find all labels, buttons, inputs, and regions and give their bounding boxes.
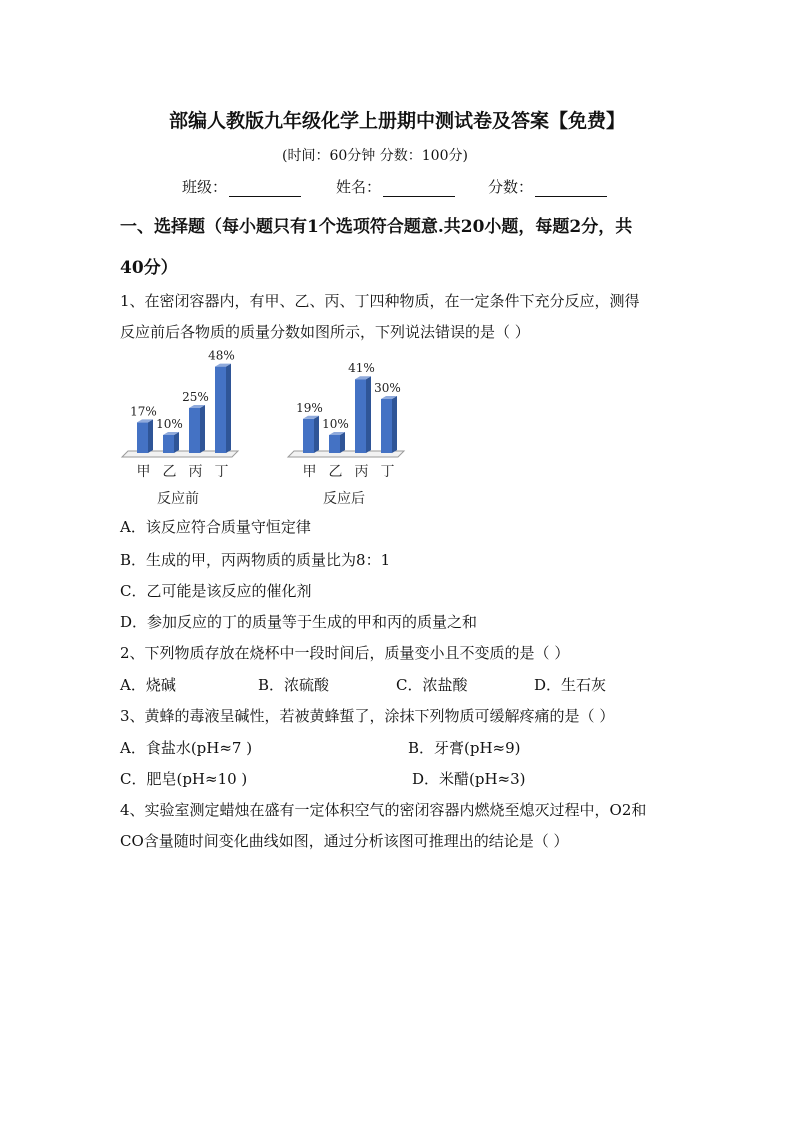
chart-bar: [189, 405, 205, 453]
page-title: 部编人教版九年级化学上册期中测试卷及答案【免费】: [168, 110, 625, 132]
bar-front: [329, 435, 340, 453]
category-label: 丙: [354, 464, 369, 480]
bar-side: [340, 432, 345, 453]
category-label: 乙: [162, 464, 177, 480]
bar-side: [226, 364, 231, 453]
bar-side: [314, 416, 319, 453]
chart-bar: [137, 419, 153, 453]
q3-option-b[interactable]: B．牙膏(pH≈9): [408, 739, 521, 757]
score-blank[interactable]: [535, 180, 607, 197]
q2-option-b[interactable]: B．浓硫酸: [258, 676, 330, 694]
q3-stem: 3、黄蜂的毒液呈碱性，若被黄蜂蜇了，涂抹下列物质可缓解疼痛的是（ ）: [120, 707, 615, 725]
chart-caption: 反应前: [157, 491, 199, 507]
chart-bar: [329, 432, 345, 453]
chart-bar: [163, 432, 179, 453]
bar-side: [148, 419, 153, 453]
q1-stem-line1: 1、在密闭容器内，有甲、乙、丙、丁四种物质，在一定条件下充分反应，测得: [120, 292, 640, 310]
bar-front: [137, 422, 148, 453]
q4-stem-line2: CO含量随时间变化曲线如图，通过分析该图可推理出的结论是（ ）: [120, 832, 569, 850]
q4-stem-line1: 4、实验室测定蜡烛在盛有一定体积空气的密闭容器内燃烧至熄灭过程中，O2和: [120, 801, 647, 819]
section-heading-line2: 40分）: [120, 258, 178, 278]
bar-front: [381, 399, 392, 453]
bar-side: [392, 396, 397, 453]
q2-stem: 2、下列物质存放在烧杯中一段时间后，质量变小且不变质的是（ ）: [120, 644, 570, 662]
q3-option-a[interactable]: A．食盐水(pH≈7 ): [120, 739, 253, 757]
bar-front: [303, 419, 314, 453]
bar-value-label: 25%: [182, 390, 209, 404]
name-field: [336, 176, 455, 197]
q2-option-a[interactable]: A．烧碱: [120, 676, 176, 694]
class-label: 班级：: [182, 178, 228, 196]
class-blank[interactable]: [229, 180, 301, 197]
bar-value-label: 30%: [374, 381, 401, 395]
name-blank[interactable]: [383, 180, 455, 197]
q1-option-c[interactable]: C．乙可能是该反应的催化剂: [120, 582, 312, 600]
q1-stem-line2: 反应前后各物质的质量分数如图所示，下列说法错误的是（ ）: [120, 323, 530, 341]
score-field: [488, 176, 607, 197]
chart-bar: [355, 376, 371, 453]
category-label: 丙: [188, 464, 203, 480]
bar-side: [366, 376, 371, 453]
chart-bar: [381, 396, 397, 453]
bar-value-label: 41%: [348, 361, 375, 376]
chart-before: [110, 345, 250, 510]
q3-option-c[interactable]: C．肥皂(pH≈10 ): [120, 770, 248, 788]
bar-side: [200, 405, 205, 453]
bar-value-label: 17%: [130, 404, 157, 419]
bar-front: [189, 408, 200, 453]
category-label: 乙: [328, 464, 343, 480]
q2-option-c[interactable]: C．浓盐酸: [396, 676, 468, 694]
category-label: 甲: [302, 464, 317, 480]
section-heading-line1: 一、选择题（每小题只有1个选项符合题意.共20小题，每题2分，共: [120, 217, 633, 237]
bar-value-label: 10%: [322, 417, 349, 431]
name-label: 姓名：: [336, 178, 382, 196]
bar-front: [355, 379, 366, 453]
chart-caption: 反应后: [323, 491, 365, 507]
q1-option-b[interactable]: B．生成的甲，丙两物质的质量比为8：1: [120, 551, 391, 569]
bar-side: [174, 432, 179, 453]
chart-bar: [303, 416, 319, 453]
q3-option-d[interactable]: D．米醋(pH≈3): [412, 770, 526, 788]
chart-after: [276, 345, 416, 510]
class-field: [182, 176, 301, 197]
category-label: 丁: [214, 464, 229, 480]
bar-front: [215, 367, 226, 453]
q1-option-d[interactable]: D．参加反应的丁的质量等于生成的甲和丙的质量之和: [120, 613, 478, 631]
score-label: 分数：: [488, 178, 534, 196]
bar-value-label: 10%: [156, 417, 183, 431]
bar-value-label: 19%: [296, 400, 323, 415]
chart-bar: [215, 364, 231, 453]
q2-option-d[interactable]: D．生石灰: [534, 676, 607, 694]
bar-value-label: 48%: [208, 348, 235, 363]
category-label: 丁: [380, 464, 395, 480]
category-label: 甲: [136, 464, 151, 480]
bar-front: [163, 435, 174, 453]
q1-option-a[interactable]: A．该反应符合质量守恒定律: [120, 518, 311, 536]
exam-time-score: (时间：60分钟 分数：100分): [282, 148, 468, 164]
